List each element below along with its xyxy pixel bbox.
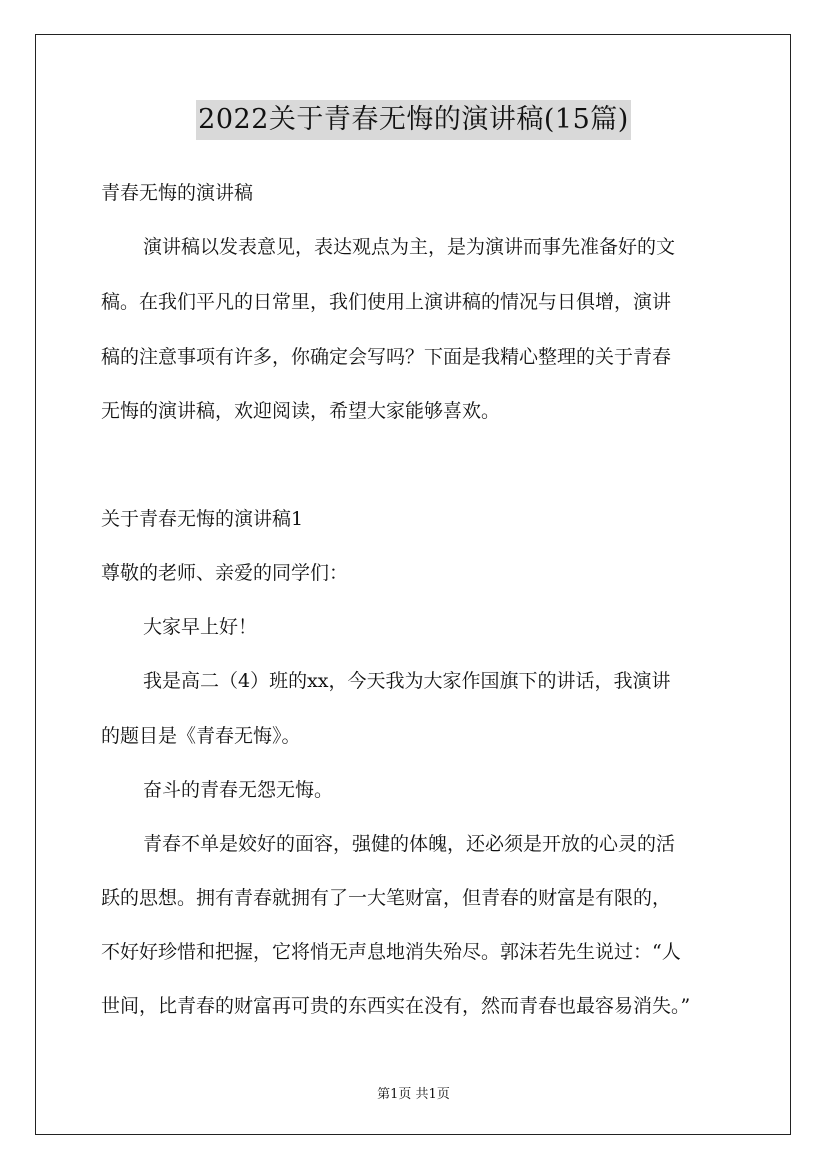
paragraph-line: 的题目是《青春无悔》。 <box>101 725 301 747</box>
paragraph-line: 演讲稿以发表意见，表达观点为主，是为演讲而事先准备好的文 <box>143 236 676 258</box>
salutation: 尊敬的老师、亲爱的同学们： <box>101 562 349 584</box>
greeting: 大家早上好！ <box>143 616 258 638</box>
paragraph-line: 稿。在我们平凡的日常里，我们使用上演讲稿的情况与日俱增，演讲 <box>101 291 672 313</box>
paragraph-line: 稿的注意事项有许多，你确定会写吗？下面是我精心整理的关于青春 <box>101 346 672 368</box>
paragraph-line: 青春不单是姣好的面容，强健的体魄，还必须是开放的心灵的活 <box>143 833 676 855</box>
intro-heading: 青春无悔的演讲稿 <box>101 182 254 204</box>
paragraph-line: 奋斗的青春无怨无悔。 <box>143 779 334 801</box>
paragraph-line: 跃的思想。拥有青春就拥有了一大笔财富，但青春的财富是有限的， <box>101 887 672 909</box>
paragraph-line: 不好好珍惜和把握，它将悄无声息地消失殆尽。郭沫若先生说过：“人 <box>101 941 681 963</box>
paragraph-line: 无悔的演讲稿，欢迎阅读，希望大家能够喜欢。 <box>101 400 501 422</box>
paragraph-line: 世间，比青春的财富再可贵的东西实在没有，然而青春也最容易消失。” <box>101 995 691 1017</box>
title-container <box>0 100 827 140</box>
paragraph-line: 我是高二（4）班的xx，今天我为大家作国旗下的讲话，我演讲 <box>143 670 671 692</box>
section-heading: 关于青春无悔的演讲稿1 <box>101 508 304 530</box>
document-title: 2022关于青春无悔的演讲稿(15篇) <box>196 100 631 140</box>
page-number: 第1页 共1页 <box>377 1087 450 1102</box>
